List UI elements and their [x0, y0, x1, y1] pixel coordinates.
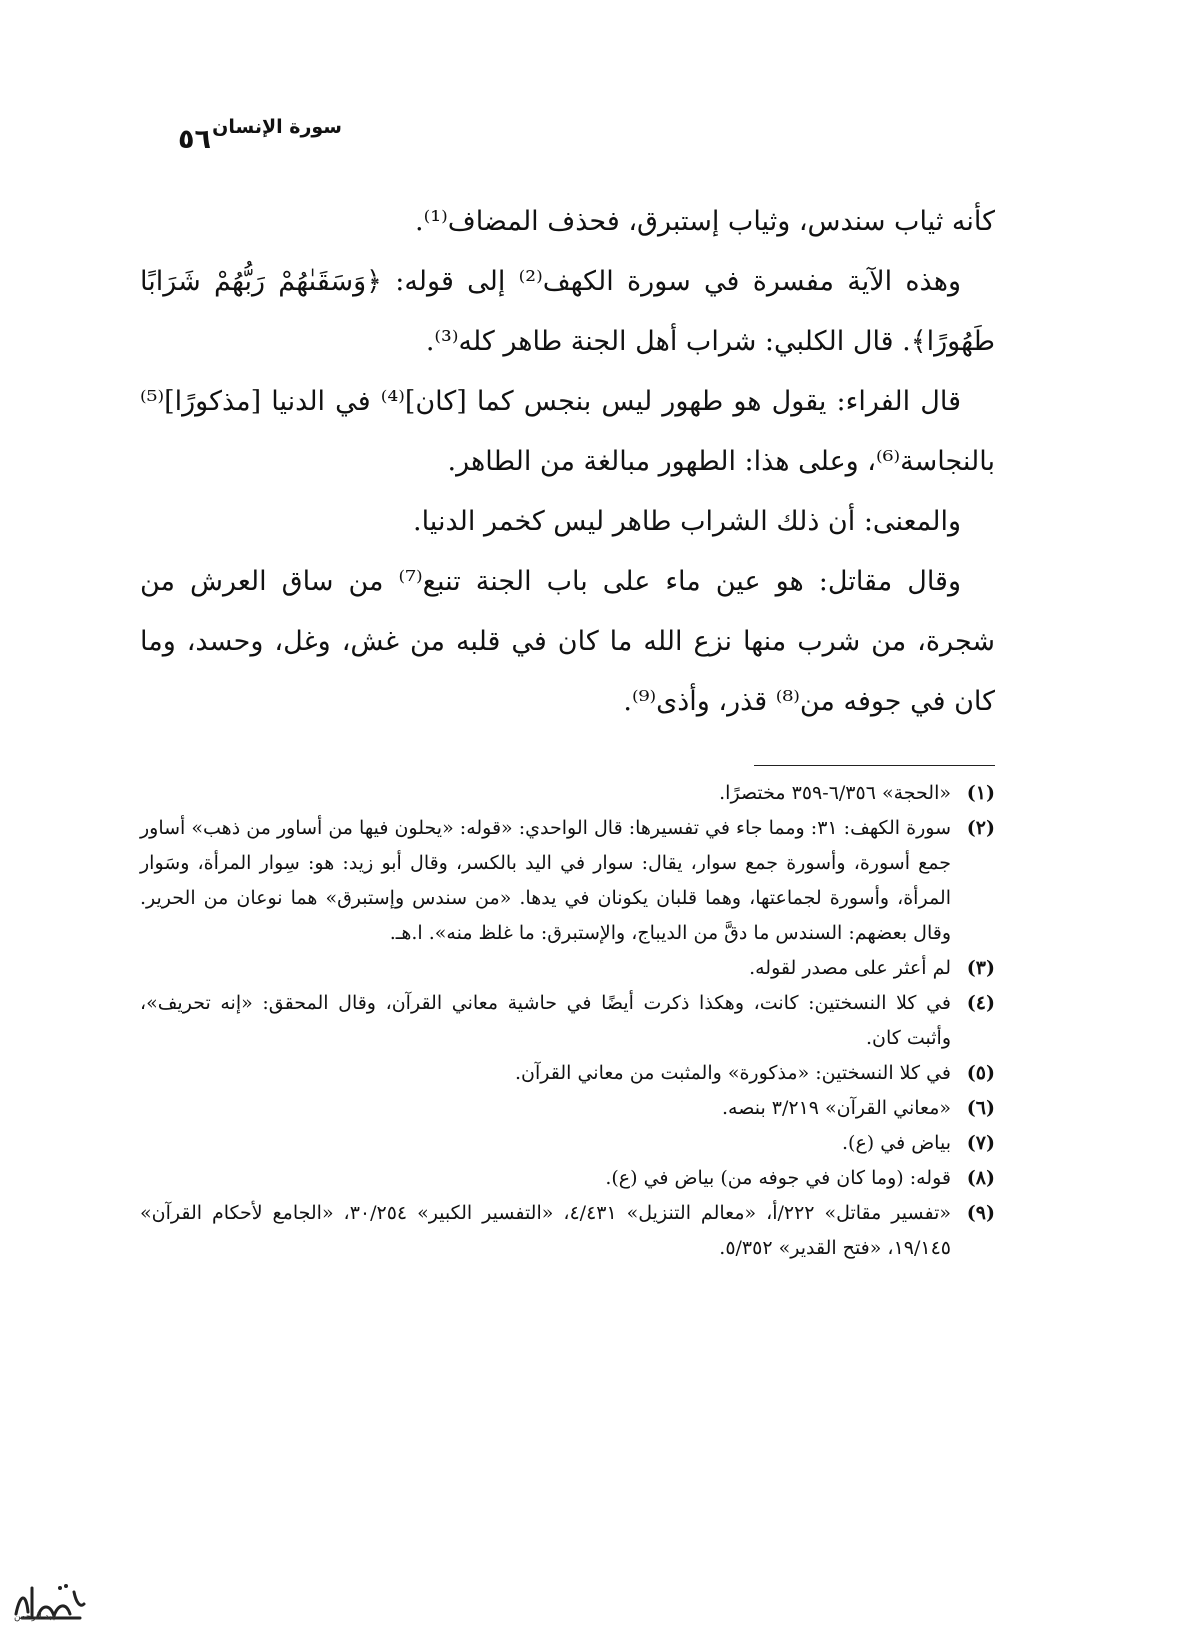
footnote-text: سورة الكهف: ٣١: ومما جاء في تفسيرها: قال الواحدي: «قوله: «يحلون فيها من أساور من ذهب» أساور جمع أسورة، وأسورة جمع سوار، يقال: سوار في اليد بالكسر، وقال أبو زيد: هو: سِوار المرأة، وسَوار المرأة، وأسورة لجماعتها، وهما قلبان يكونان في يدها. «من سندس وإستبرق» هما نوعان من الحرير. وقال بعضهم: السندس ما دقَّ من الديباج، والإستبرق: ما غلظ منه». ا.هـ. — [140, 817, 951, 944]
footnote-text: بياض في (ع). — [842, 1132, 951, 1154]
footnote-number: (٥) — [966, 1062, 995, 1084]
body-paragraph: وهذه الآية مفسرة في سورة الكهف⁽²⁾ إلى قوله: ﴿وَسَقَىٰهُمْ رَبُّهُمْ شَرَابًا طَهُورًا﴾. قال الكلبي: شراب أهل الجنة طاهر كله⁽³⁾. — [140, 266, 995, 357]
calligraphy-logo-icon — [10, 1574, 90, 1634]
footnote-item — [140, 951, 995, 986]
footnote-text: في كلا النسختين: «مذكورة» والمثبت من معاني القرآن. — [515, 1062, 951, 1084]
footnote-number: (٢) — [966, 817, 995, 839]
footnote-separator — [754, 765, 995, 766]
main-text — [140, 192, 995, 732]
footnote-number: (٩) — [966, 1202, 995, 1224]
footnote-text: «الحجة» ٦/٣٥٦-٣٥٩ مختصرًا. — [719, 782, 951, 804]
page-number: ٥٦ — [178, 124, 211, 155]
footnote-item — [140, 776, 995, 811]
footnote-number: (٣) — [966, 957, 995, 979]
footnote-number: (٧) — [966, 1132, 995, 1154]
body-paragraph: قال الفراء: يقول هو طهور ليس بنجس كما [كان]⁽⁴⁾ في الدنيا [مذكورًا]⁽⁵⁾ بالنجاسة⁽⁶⁾، وعلى هذا: الطهور مبالغة من الطاهر. — [140, 386, 995, 477]
footnote-number: (٨) — [966, 1167, 995, 1189]
footnote-item — [140, 1056, 995, 1091]
footnote-text: لم أعثر على مصدر لقوله. — [749, 957, 951, 979]
footnote-number: (١) — [966, 782, 995, 804]
body-paragraph: كأنه ثياب سندس، وثياب إستبرق، فحذف المضاف⁽¹⁾. — [415, 206, 995, 237]
footnote-text: في كلا النسختين: كانت، وهكذا ذكرت أيضًا في حاشية معاني القرآن، وقال المحقق: «إنه تحريف»، وأثبت كان. — [140, 992, 951, 1049]
body-paragraph: وقال مقاتل: هو عين ماء على باب الجنة تنبع⁽⁷⁾ من ساق العرش من شجرة، من شرب منها نزع الله ما كان في قلبه من غش، وغل، وحسد، وما كان في جوفه من⁽⁸⁾ قذر، وأذى⁽⁹⁾. — [140, 566, 995, 717]
footnote-item — [140, 986, 995, 1056]
footnote-number: (٦) — [966, 1097, 995, 1119]
footnote-text: «معاني القرآن» ٣/٢١٩ بنصه. — [722, 1097, 951, 1119]
footnote-item — [140, 1126, 995, 1161]
footnotes — [140, 776, 995, 1266]
footnote-item — [140, 1196, 995, 1266]
footnote-item — [140, 811, 995, 951]
footnote-number: (٤) — [966, 992, 995, 1014]
footnote-text: قوله: (وما كان في جوفه من) بياض في (ع). — [605, 1167, 951, 1189]
footnote-item — [140, 1161, 995, 1196]
footnote-text: «تفسير مقاتل» ٢٢٢/أ، «معالم التنزيل» ٤/٤٣١، «التفسير الكبير» ٣٠/٢٥٤، «الجامع لأحكام القرآن» ١٩/١٤٥، «فتح القدير» ٥/٣٥٢. — [140, 1202, 951, 1259]
running-header-title: سورة الإنسان — [212, 116, 342, 138]
footnote-item — [140, 1091, 995, 1126]
logo-subtext: عبد الرحمن — [14, 1612, 58, 1622]
body-paragraph: والمعنى: أن ذلك الشراب طاهر ليس كخمر الدنيا. — [412, 506, 961, 537]
